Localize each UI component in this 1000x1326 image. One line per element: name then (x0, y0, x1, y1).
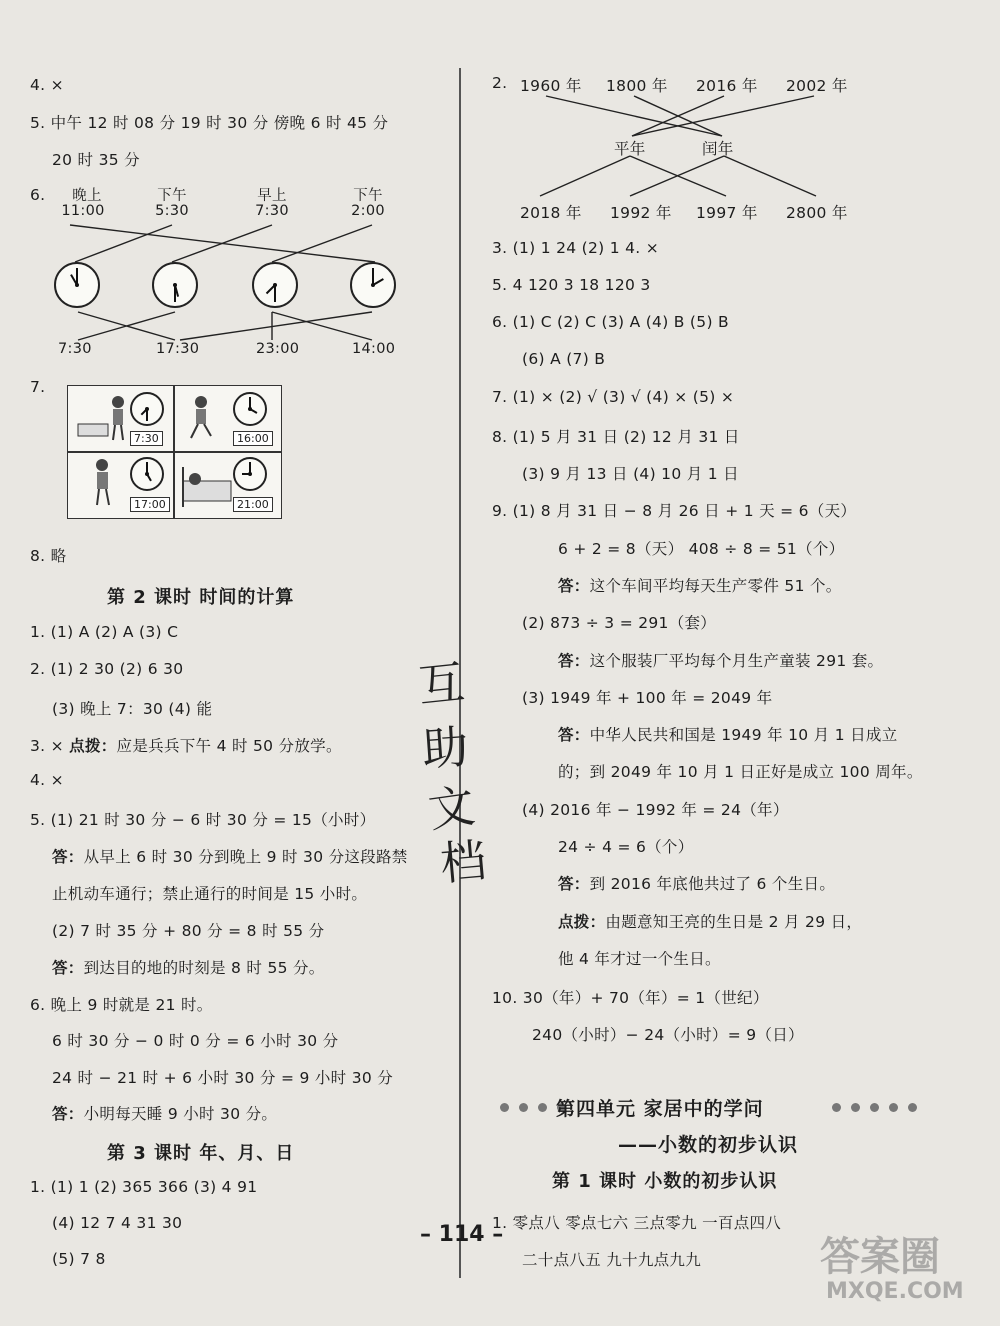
r-q9-part3-answer: 答：中华人民共和国是 1949 年 10 月 1 日成立 (558, 726, 898, 744)
l2-q4: 4. × (30, 771, 64, 789)
r-q2-top-year: 1960 年 (520, 77, 582, 95)
q6-top-time: 11:00 (61, 203, 105, 219)
r-q9-tip-cont: 他 4 年才过一个生日。 (558, 950, 721, 968)
q7-time-tag: 17:00 (130, 497, 170, 512)
l3-q1-cont2: (5) 7 8 (52, 1250, 106, 1268)
r-q2-bottom-year: 1992 年 (610, 204, 672, 222)
handwritten-char: 档 (437, 833, 489, 891)
l2-q5-answer: 答：从早上 6 时 30 分到晚上 9 时 30 分这段路禁 (52, 848, 408, 866)
l2-q2: 2. (1) 2 30 (2) 6 30 (30, 660, 184, 678)
r-q2-top-year: 1800 年 (606, 77, 668, 95)
boy-running-icon (181, 390, 231, 450)
q7-cell-play (175, 386, 281, 451)
r-q6: 6. (1) C (2) C (3) A (4) B (5) B (492, 313, 729, 331)
l2-q5: 5. (1) 21 时 30 分 − 6 时 30 分 = 15（小时） (30, 811, 376, 829)
q6-bottom-time: 7:30 (58, 341, 92, 357)
q6-top-time: 2:00 (351, 203, 385, 219)
r-q9-part4-step: 24 ÷ 4 = 6（个） (558, 838, 694, 856)
q6-bottom-time: 17:30 (156, 341, 200, 357)
boy-sleeping-icon (179, 457, 239, 517)
l2-q5-part2: (2) 7 时 35 分 + 80 分 = 8 时 55 分 (52, 922, 325, 940)
r-q2-category: 平年 (614, 140, 646, 158)
l2-q2-cont: (3) 晚上 7：30 (4) 能 (52, 700, 213, 718)
q7-cell-sleep (175, 453, 281, 518)
q7-cell-wakeup (68, 386, 174, 451)
r-q9-part3: (3) 1949 年 + 100 年 = 2049 年 (522, 689, 773, 707)
clock-face-icon (54, 262, 100, 308)
q7-time-tag: 16:00 (233, 431, 273, 446)
boy-walking-icon (86, 455, 136, 515)
lesson3-heading: 第 3 课时 年、月、日 (107, 1143, 295, 1164)
clock-face-icon (152, 262, 198, 308)
r-q2-top-year: 2016 年 (696, 77, 758, 95)
q7-cell-walk (68, 453, 174, 518)
r-q2-bottom-year: 2800 年 (786, 204, 848, 222)
watermark-logo (820, 1225, 988, 1315)
unit4-subheading: ——小数的初步认识 (618, 1134, 799, 1156)
r-q9-part4: (4) 2016 年 − 1992 年 = 24（年） (522, 801, 789, 819)
q7-time-tag: 7:30 (130, 431, 163, 446)
clock-icon (233, 392, 267, 426)
r-q6-cont: (6) A (7) B (522, 350, 606, 368)
l2-q6-step1: 6 时 30 分 − 0 时 0 分 = 6 小时 30 分 (52, 1032, 339, 1050)
r-q8-cont: (3) 9 月 13 日 (4) 10 月 1 日 (522, 465, 739, 483)
l2-q6-step2: 24 时 − 21 时 + 6 小时 30 分 = 9 小时 30 分 (52, 1069, 394, 1087)
q5-answer-cont: 20 时 35 分 (52, 151, 140, 169)
r-q9-tip: 点拨：由题意知王亮的生日是 2 月 29 日， (558, 913, 863, 931)
r-q2-bottom-year: 2018 年 (520, 204, 582, 222)
q5-answer: 5. 中午 12 时 08 分 19 时 30 分 傍晚 6 时 45 分 (30, 114, 389, 132)
r-q5: 5. 4 120 3 18 120 3 (492, 276, 651, 294)
handwritten-char: 助 (420, 719, 471, 777)
q6-top-time: 5:30 (155, 203, 189, 219)
watermark-title: 答案圈 (820, 1234, 940, 1280)
r-q2-number: 2. (492, 74, 508, 92)
r-q9-part3-answer-cont: 的；到 2049 年 10 月 1 日正好是成立 100 周年。 (558, 763, 923, 781)
q6-top-word: 下午 (157, 188, 187, 204)
l2-q1: 1. (1) A (2) A (3) C (30, 623, 179, 641)
r-l1-q1-cont: 二十点八五 九十九点九九 (522, 1251, 702, 1269)
r-q7: 7. (1) × (2) √ (3) √ (4) × (5) × (492, 388, 735, 406)
r-q10-cont: 240（小时）− 24（小时）= 9（日） (532, 1026, 804, 1044)
l2-q6: 6. 晚上 9 时就是 21 时。 (30, 996, 213, 1014)
r-q8: 8. (1) 5 月 31 日 (2) 12 月 31 日 (492, 428, 740, 446)
decor-dots-right (832, 1103, 917, 1112)
r-q2-top-year: 2002 年 (786, 77, 848, 95)
q6-top-time: 7:30 (255, 203, 289, 219)
q6-top-word: 晚上 (72, 188, 102, 204)
l3-q1-cont: (4) 12 7 4 31 30 (52, 1214, 183, 1232)
q8-answer: 8. 略 (30, 547, 67, 565)
l2-q3: 3. × 点拨：应是兵兵下午 4 时 50 分放学。 (30, 737, 342, 755)
clock-face-icon (350, 262, 396, 308)
q6-top-word: 早上 (257, 188, 287, 204)
r-q9-part4-answer: 答：到 2016 年底他共过了 6 个生日。 (558, 875, 836, 893)
clock-icon (130, 457, 164, 491)
clock-icon (130, 392, 164, 426)
q7-picture-grid (67, 385, 282, 519)
q7-number: 7. (30, 378, 46, 396)
q6-bottom-time: 23:00 (256, 341, 300, 357)
r-q9-answer: 答：这个车间平均每天生产零件 51 个。 (558, 577, 842, 595)
lesson2-heading: 第 2 课时 时间的计算 (107, 587, 295, 608)
r-q10: 10. 30（年）+ 70（年）= 1（世纪） (492, 989, 769, 1007)
q6-bottom-time: 14:00 (352, 341, 396, 357)
q6-number: 6. (30, 186, 46, 204)
r-q9-part2-answer: 答：这个服装厂平均每个月生产童装 291 套。 (558, 652, 884, 670)
q6-match-lines (0, 0, 455, 370)
r-q9-part2: (2) 873 ÷ 3 = 291（套） (522, 614, 717, 632)
watermark-url: MXQE.COM (826, 1279, 964, 1304)
q6-top-word: 下午 (353, 188, 383, 204)
r-q2-bottom-year: 1997 年 (696, 204, 758, 222)
r-q9-step: 6 + 2 = 8（天） 408 ÷ 8 = 51（个） (558, 540, 845, 558)
boy-waking-icon (74, 390, 134, 450)
r-q9: 9. (1) 8 月 31 日 − 8 月 26 日 + 1 天 = 6（天） (492, 502, 857, 520)
l2-q5-part2-answer: 答：到达目的地的时刻是 8 时 55 分。 (52, 959, 325, 977)
r-q2-category: 闰年 (702, 140, 734, 158)
l2-q6-answer: 答：小明每天睡 9 小时 30 分。 (52, 1105, 278, 1123)
l2-q5-answer-cont: 止机动车通行；禁止通行的时间是 15 小时。 (52, 885, 368, 903)
clock-icon (233, 457, 267, 491)
q4-answer: 4. × (30, 76, 64, 94)
r-q3: 3. (1) 1 24 (2) 1 4. × (492, 239, 660, 257)
q7-time-tag: 21:00 (233, 497, 273, 512)
handwritten-char: 互 (415, 654, 468, 714)
lesson1-heading: 第 1 课时 小数的初步认识 (552, 1171, 778, 1192)
l3-q1: 1. (1) 1 (2) 365 366 (3) 4 91 (30, 1178, 258, 1196)
handwritten-char: 文 (424, 778, 478, 838)
r-l1-q1: 1. 零点八 零点七六 三点零九 一百点四八 (492, 1214, 782, 1232)
unit4-heading: 第四单元 家居中的学问 (556, 1098, 764, 1120)
clock-face-icon (252, 262, 298, 308)
r-q2-match-lines (470, 0, 990, 230)
page-number: – 114 – (420, 1222, 504, 1247)
